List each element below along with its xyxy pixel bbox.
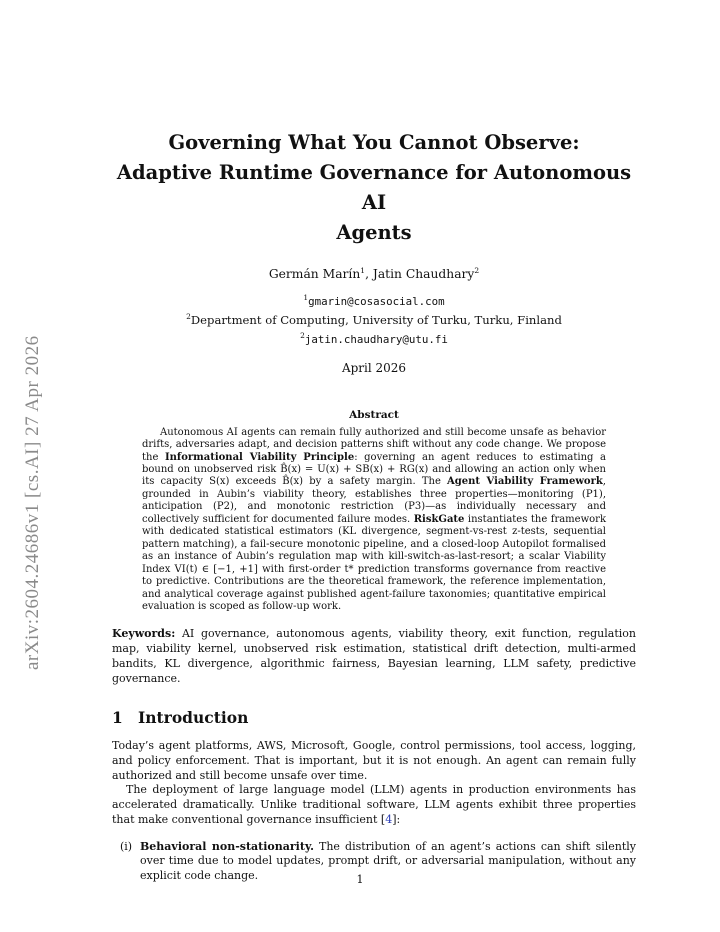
- keywords: [112, 627, 636, 686]
- title-line-1: Governing What You Cannot Observe:: [168, 131, 580, 154]
- affiliation-2: $^2$Department of Computing, University of Turku, Turku, Finland: [186, 311, 562, 327]
- department-2: Department of Computing, University of Turku, Turku, Finland: [190, 312, 562, 327]
- citation-link[interactable]: 4: [385, 812, 393, 826]
- abstract-body: Autonomous AI agents can remain fully authorized and still become unsafe as behavior drifts, adversaries adapt, and decision patterns shift without any code change. We propose the Informational Viability Principle: governing an agent reduces to estimating a bound on unobserved risk B̂(x) = U(x) + SB(x) + RG(x) and allowing an action only when its capacity S(x) exceeds B̂(x) by a safety margin. The Agent Viability Framework, grounded in Aubin’s viability theory, establishes three properties—monitoring (P1), anticipation (P2), and monotonic restriction (P3)—as individually necessary and collectively sufficient for documented failure modes. RiskGate instantiates the framework with dedicated statistical estimators (KL divergence, segment-vs-rest z-tests, sequential pattern matching), a fail-secure monotonic pipeline, and a closed-loop Autopilot formalised as an instance of Aubin’s regulation map with kill-switch-as-last-resort; a scalar Viability Index VI(t) ∈ [−1, +1] with first-order t* prediction transforms governance from reactive to predictive. Contributions are the theoretical framework, the reference implementation, and analytical coverage against published agent-failure taxonomies; quantitative empirical evaluation is scoped as follow-up work.: [142, 426, 607, 613]
- publication-date: April 2026: [341, 360, 407, 375]
- principle-name: Informational Viability Principle: [164, 451, 355, 463]
- author-list: Germán Marín$^1$, Jatin Chaudhary$^2$: [268, 266, 480, 282]
- author-1: Germán Marín: [268, 267, 361, 282]
- framework-name: Agent Viability Framework: [447, 476, 603, 488]
- affiliation-2-email: $^2$jatin.chaudhary@utu.fi: [300, 330, 448, 346]
- title-line-2: Adaptive Runtime Governance for Autonomous AI: [116, 161, 632, 214]
- arxiv-side-stamp: [22, 260, 46, 670]
- paper-title: [112, 128, 636, 248]
- email-2: jatin.chaudhary@utu.fi: [304, 332, 448, 346]
- keywords-label: Keywords:: [112, 627, 176, 641]
- paragraph-1: Today’s agent platforms, AWS, Microsoft, Google, control permissions, tool access, logging, and policy enforcement. That is important, but it is not enough. An agent can remain fully authorized and still become unsafe over time.: [112, 739, 636, 782]
- paper-page: [112, 128, 636, 884]
- riskgate-name: RiskGate: [413, 513, 465, 525]
- title-line-3: Agents: [336, 221, 412, 244]
- list-item-label: (i): [120, 839, 133, 853]
- section-heading-introduction: [112, 708, 636, 727]
- author-2: Jatin Chaudhary: [372, 267, 475, 282]
- section-number: 1: [112, 708, 123, 728]
- affiliation-1: $^1$gmarin@cosasocial.com: [303, 293, 445, 308]
- affiliations: [112, 290, 636, 347]
- introduction-body: [112, 739, 636, 827]
- section-title: Introduction: [138, 708, 249, 728]
- list-item-text: The distribution of an agent’s actions can shift silently over time due to model updates, prompt drift, or adversarial manipulation, without any explicit code change.: [140, 839, 636, 882]
- keywords-text: AI governance, autonomous agents, viability theory, exit function, regulation map, viability kernel, unobserved risk estimation, statistical drift detection, multi-armed bandits, KL divergence, algorithmic fairness, Bayesian learning, LLM safety, predictive governance.: [112, 627, 636, 685]
- arxiv-identifier: arXiv:2604.24686v1 [cs.AI] 27 Apr 2026: [22, 335, 43, 670]
- list-item-bold: Behavioral non-stationarity.: [140, 839, 314, 853]
- abstract-heading: Abstract: [349, 408, 399, 421]
- email-1: gmarin@cosasocial.com: [308, 294, 445, 308]
- page-number: 1: [356, 873, 364, 886]
- paragraph-2: The deployment of large language model (LLM) agents in production environments has accelerated dramatically. Unlike traditional software, LLM agents exhibit three properties that make conventional governance insufficient [4]:: [112, 783, 636, 826]
